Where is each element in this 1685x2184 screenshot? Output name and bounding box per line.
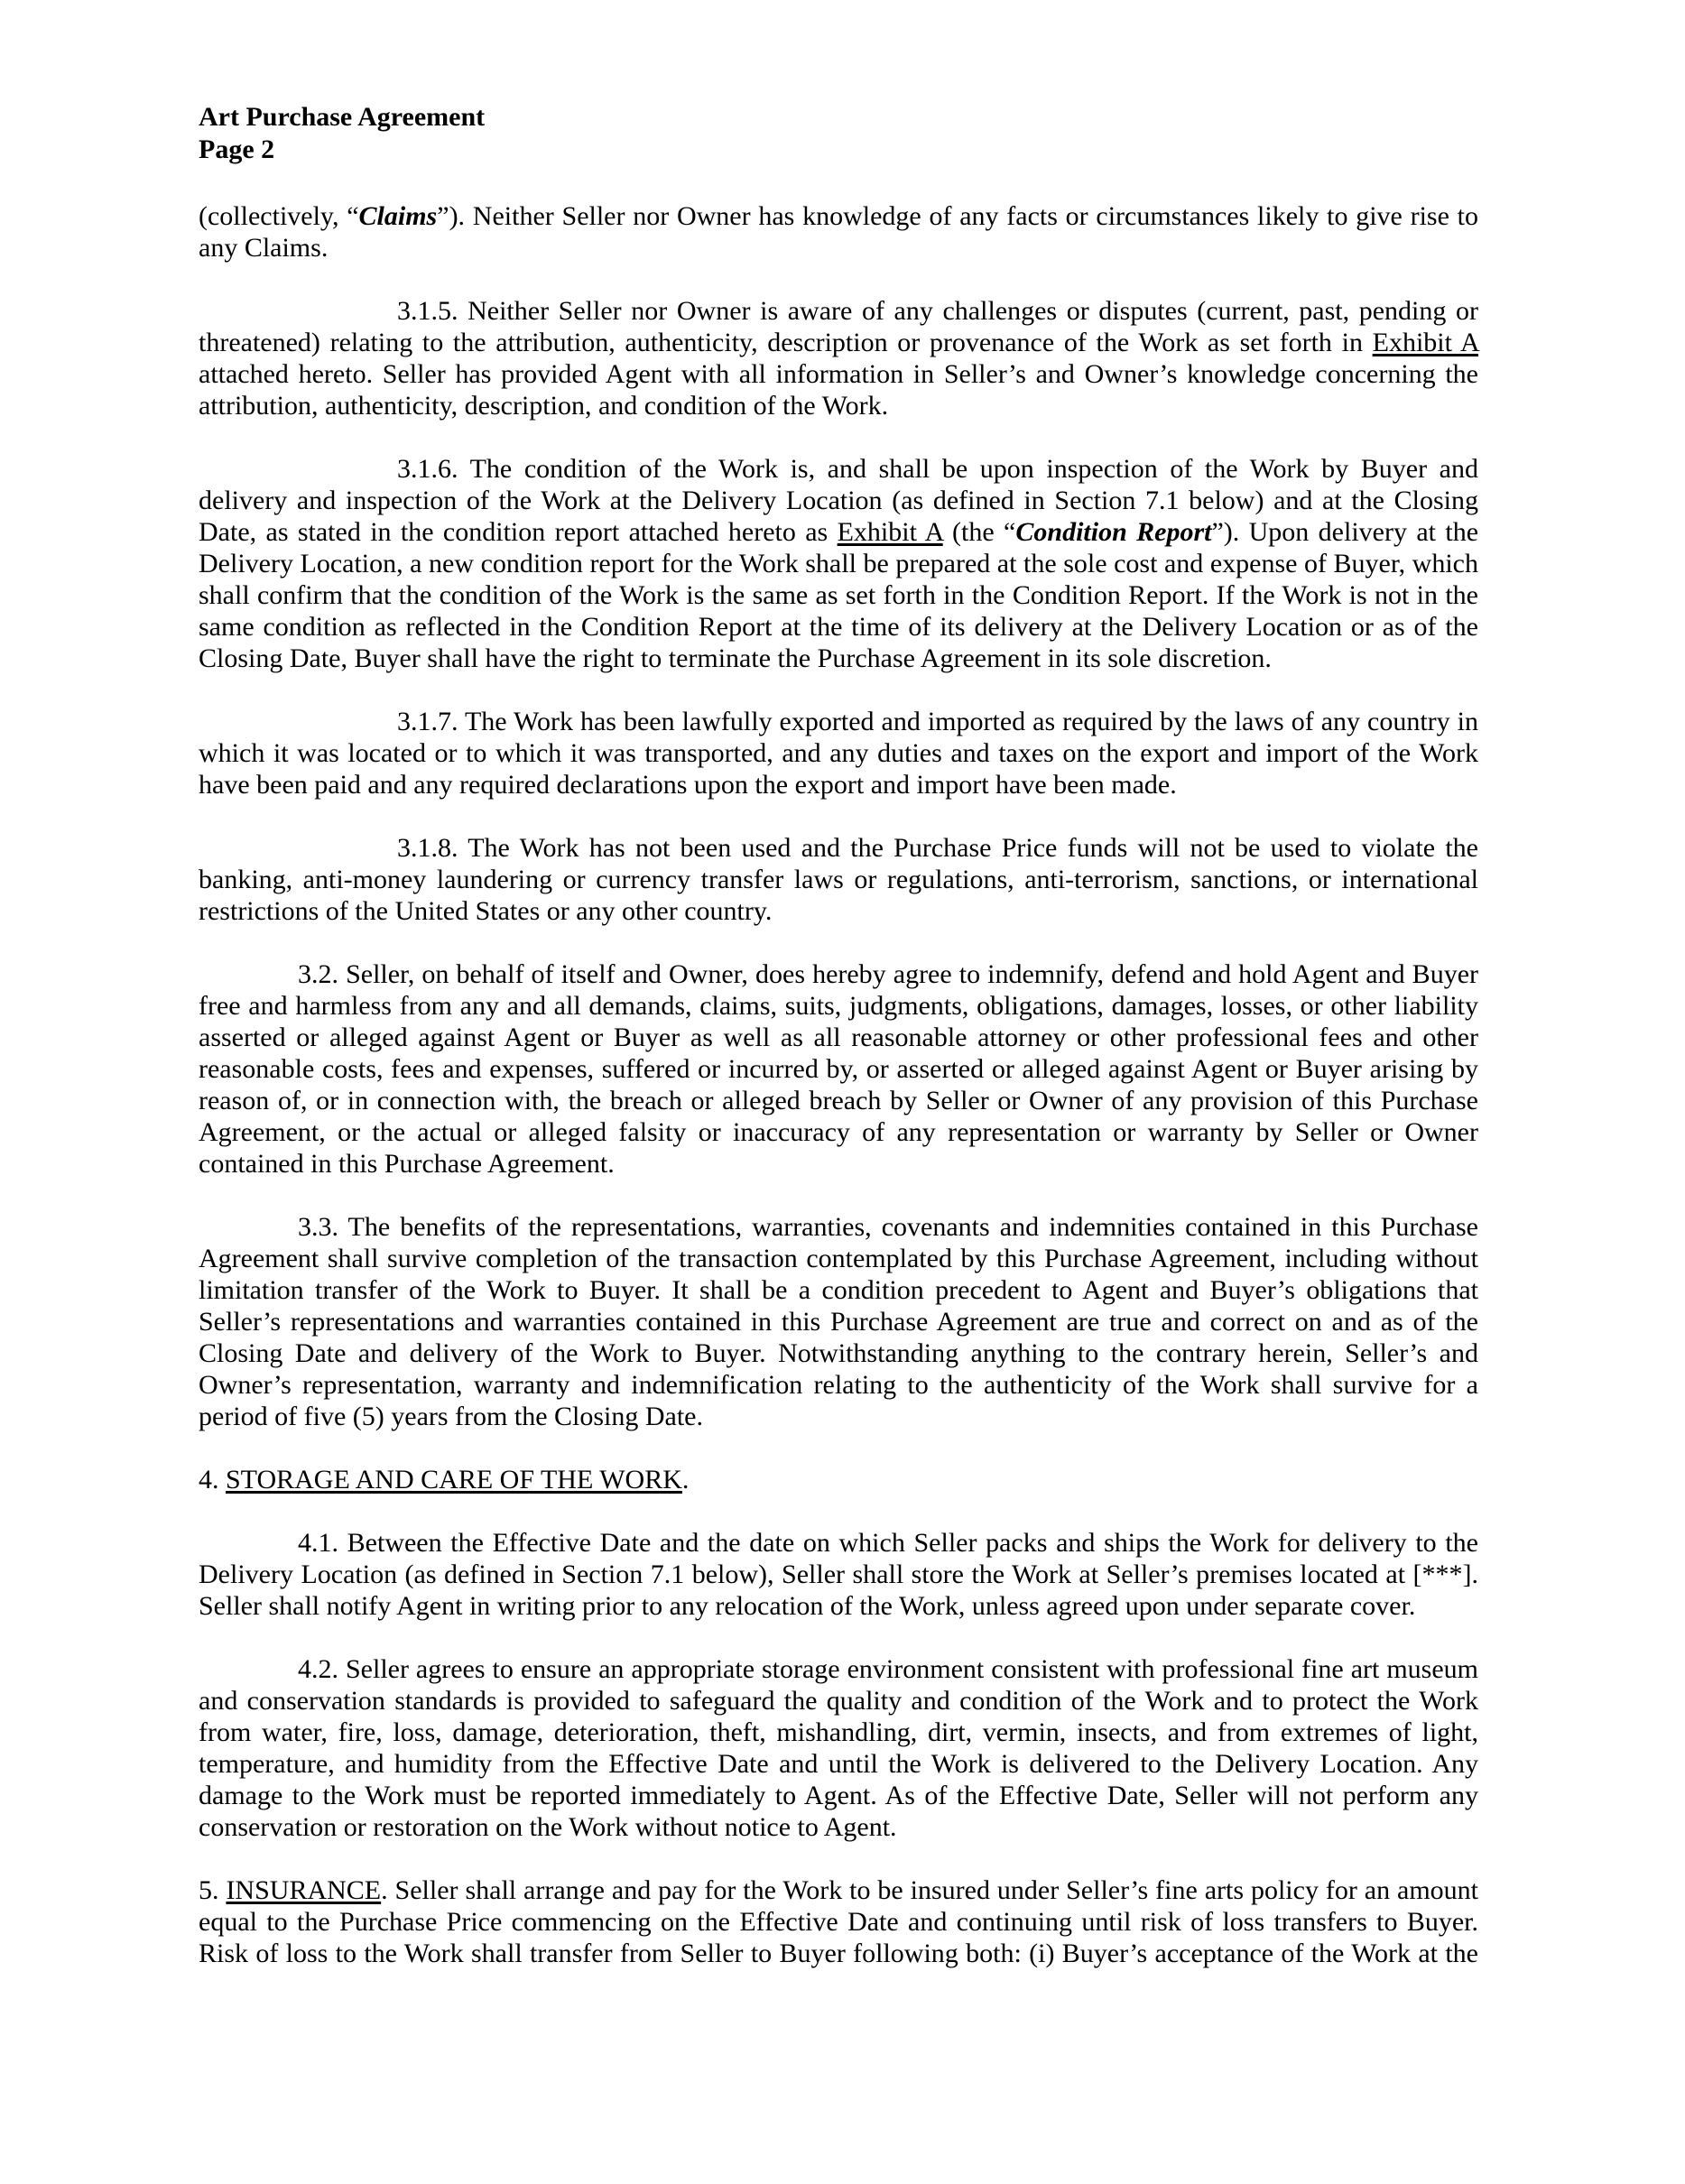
text-run: (collectively, “ (199, 201, 359, 231)
text-run: ”). Upon delivery at the Delivery Location, a new condition report for the Work shall be prepared at the sole cost and expense of Buyer, which shall confirm that the condition of the Work is the same as set forth in the Condition Report. If the Work is not in the same condition as reflected in the Condition Report at the time of its delivery at the Delivery Location or as of the Closing Date, Buyer shall have the right to terminate the Purchase Agreement in its sole discretion. (199, 517, 1479, 673)
text-run: attached hereto. Seller has provided Agent with all information in Seller’s and Owner’s knowledge concerning the attribution, authenticity, description, and condition of the Work. (199, 359, 1478, 421)
text-run: 3.1.6. The condition of the Work is, and shall be upon inspection of the Work by Buyer and delivery and inspection of the Work at the Delivery Location (as defined in Section 7.1 below) and at the Closing Date, as stated in the condition report attached hereto as (199, 454, 1478, 547)
exhibit-a-reference: Exhibit A (1372, 328, 1479, 357)
paragraph-5-insurance (199, 1874, 1478, 1969)
text-run: . (681, 1465, 690, 1495)
paragraph-3-1-6 (199, 453, 1478, 674)
section-number: 4. (199, 1465, 226, 1495)
paragraph-4-1: 4.1. Between the Effective Date and the date on which Seller packs and ships the Work for delivery to the Delivery Location (as defined in Section 7.1 below), Seller shall store the Work at Seller’s premises located at [***]. Seller shall notify Agent in writing prior to any relocation of the Work, unless agreed upon under separate cover. (199, 1528, 1478, 1621)
paragraph-3-1-7: 3.1.7. The Work has been lawfully exported and imported as required by the laws of any country in which it was located or to which it was transported, and any duties and taxes on the export and import of the Work have been paid and any required declarations upon the export and import have been made. (199, 707, 1478, 800)
text-run: . Seller shall arrange and pay for the Work to be insured under Seller’s fine arts policy for an amount equal to the Purchase Price commencing on the Effective Date and continuing until risk of loss transfers to Buyer. Risk of loss to the Work shall transfer from Seller to Buyer following both: (i) Buyer’s acceptance of the Work at the (199, 1875, 1479, 1968)
text-run: (the “ (942, 517, 1016, 547)
exhibit-a-reference: Exhibit A (837, 517, 943, 547)
document-title: Art Purchase Agreement (199, 102, 486, 132)
page-header (199, 101, 1480, 166)
paragraph-claims-continuation (199, 200, 1478, 264)
paragraph-3-2: 3.2. Seller, on behalf of itself and Owner, does hereby agree to indemnify, defend and hold Agent and Buyer free and harmless from any and all demands, claims, suits, judgments, obligations, damages, losses, or other liability asserted or alleged against Agent or Buyer as well as all reasonable attorney or other professional fees and other reasonable costs, fees and expenses, suffered or incurred by, or asserted or alleged against Agent or Buyer arising by reason of, or in connection with, the breach or alleged breach by Seller or Owner of any provision of this Purchase Agreement, or the actual or alleged falsity or inaccuracy of any representation or warranty by Seller or Owner contained in this Purchase Agreement. (199, 959, 1478, 1179)
section-heading-4 (199, 1464, 1478, 1495)
defined-term-claims: Claims (358, 201, 438, 231)
document-body (199, 200, 1478, 2001)
text-run: 3.1.5. Neither Seller nor Owner is aware of any challenges or disputes (current, past, pending or threatened) relating to the attribution, authenticity, description or provenance of the Work as set forth in (199, 296, 1478, 357)
paragraph-3-1-8: 3.1.8. The Work has not been used and the Purchase Price funds will not be used to violate the banking, anti-money laundering or currency transfer laws or regulations, anti-terrorism, sanctions, or international restrictions of the United States or any other country. (199, 833, 1478, 926)
paragraph-4-2: 4.2. Seller agrees to ensure an appropriate storage environment consistent with professional fine art museum and conservation standards is provided to safeguard the quality and condition of the Work and to protect the Work from water, fire, loss, damage, deterioration, theft, mishandling, dirt, vermin, insects, and from extremes of light, temperature, and humidity from the Effective Date and until the Work is delivered to the Delivery Location. Any damage to the Work must be reported immediately to Agent. As of the Effective Date, Seller will not perform any conservation or restoration on the Work without notice to Agent. (199, 1654, 1478, 1842)
paragraph-3-1-5 (199, 295, 1478, 421)
defined-term-condition-report: Condition Report (1015, 517, 1212, 547)
paragraph-3-3: 3.3. The benefits of the representations, warranties, covenants and indemnities contained in this Purchase Agreement shall survive completion of the transaction contemplated by this Purchase Agreement, including without limitation transfer of the Work to Buyer. It shall be a condition precedent to Agent and Buyer’s obligations that Seller’s representations and warranties contained in this Purchase Agreement are true and correct on and as of the Closing Date and delivery of the Work to Buyer. Notwithstanding anything to the contrary herein, Seller’s and Owner’s representation, warranty and indemnification relating to the authenticity of the Work shall survive for a period of five (5) years from the Closing Date. (199, 1212, 1478, 1431)
text-run: ”). Neither Seller nor Owner has knowledge of any facts or circumstances likely to give rise to any Claims. (199, 201, 1478, 263)
section-number: 5. (199, 1875, 227, 1905)
page-number: Page 2 (199, 134, 275, 164)
section-title-insurance: INSURANCE (226, 1875, 382, 1905)
section-title-storage: STORAGE AND CARE OF THE WORK (226, 1465, 682, 1495)
